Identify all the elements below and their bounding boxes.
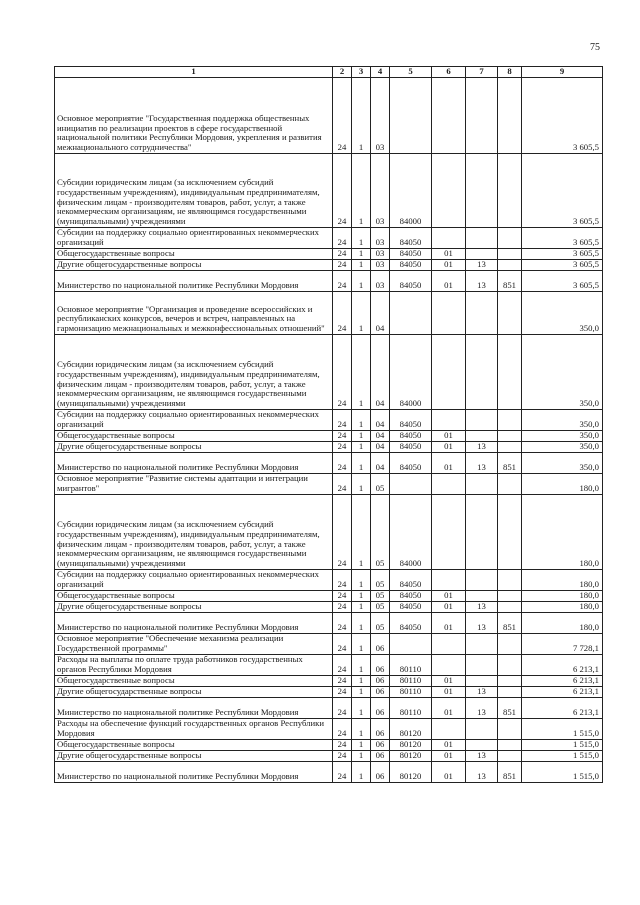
cell-col-4-code: 05 <box>371 612 390 633</box>
cell-col-8-code <box>498 153 522 227</box>
cell-item-name: Министерство по национальной политике Республики Мордовия <box>55 612 333 633</box>
cell-col-2-code: 24 <box>333 612 352 633</box>
cell-col-5-code <box>390 473 432 494</box>
cell-item-name: Другие общегосударственные вопросы <box>55 750 333 761</box>
cell-col-4-code: 03 <box>371 270 390 291</box>
table-row <box>55 248 603 259</box>
cell-col-4-code: 04 <box>371 441 390 452</box>
table-row <box>55 761 603 782</box>
cell-item-name: Министерство по национальной политике Республики Мордовия <box>55 697 333 718</box>
cell-amount: 3 605,5 <box>522 259 603 270</box>
cell-col-3-code: 1 <box>352 697 371 718</box>
cell-col-2-code: 24 <box>333 686 352 697</box>
cell-item-name: Другие общегосударственные вопросы <box>55 259 333 270</box>
cell-amount: 180,0 <box>522 473 603 494</box>
cell-col-2-code: 24 <box>333 452 352 473</box>
cell-col-7-code <box>466 569 498 590</box>
cell-item-name: Другие общегосударственные вопросы <box>55 686 333 697</box>
cell-col-2-code: 24 <box>333 259 352 270</box>
cell-col-2-code: 24 <box>333 227 352 248</box>
cell-amount: 1 515,0 <box>522 739 603 750</box>
cell-col-2-code: 24 <box>333 675 352 686</box>
table-row <box>55 633 603 654</box>
table-row <box>55 430 603 441</box>
cell-amount: 3 605,5 <box>522 248 603 259</box>
cell-col-8-code <box>498 334 522 409</box>
cell-col-5-code: 84050 <box>390 452 432 473</box>
cell-amount: 3 605,5 <box>522 270 603 291</box>
cell-col-6-code: 01 <box>432 441 466 452</box>
cell-col-7-code: 13 <box>466 270 498 291</box>
cell-col-5-code: 84050 <box>390 590 432 601</box>
cell-item-name: Субсидии юридическим лицам (за исключением субсидий государственным учреждениям), индивидуальным предпринимателям, физическим лицам - производителям товаров, работ, услуг, а также некоммерческим организациям, не являющимся государственными (муниципальными) учреждениями <box>55 153 333 227</box>
cell-col-3-code: 1 <box>352 633 371 654</box>
cell-col-2-code: 24 <box>333 569 352 590</box>
cell-col-5-code: 80120 <box>390 761 432 782</box>
column-header-1: 1 <box>55 67 333 78</box>
cell-col-7-code <box>466 409 498 430</box>
cell-col-7-code <box>466 430 498 441</box>
cell-col-7-code <box>466 590 498 601</box>
cell-col-4-code: 04 <box>371 291 390 334</box>
cell-col-3-code: 1 <box>352 227 371 248</box>
cell-col-7-code <box>466 227 498 248</box>
cell-item-name: Основное мероприятие "Государственная поддержка общественных инициатив по реализации проектов в сфере государственной национальной политики Республики Мордовия, укрепления и развития межнационального сотрудничества" <box>55 77 333 153</box>
cell-col-6-code <box>432 654 466 675</box>
column-header-9: 9 <box>522 67 603 78</box>
cell-amount: 350,0 <box>522 334 603 409</box>
cell-item-name: Основное мероприятие "Организация и проведение всероссийских и республиканских конкурсов, вечеров и встреч, направленных на гармонизацию межнациональных и межконфессиональных отношений" <box>55 291 333 334</box>
cell-col-2-code: 24 <box>333 430 352 441</box>
cell-col-8-code <box>498 675 522 686</box>
column-header-6: 6 <box>432 67 466 78</box>
cell-col-7-code <box>466 77 498 153</box>
cell-col-2-code: 24 <box>333 601 352 612</box>
cell-col-8-code <box>498 473 522 494</box>
cell-col-7-code: 13 <box>466 441 498 452</box>
cell-col-3-code: 1 <box>352 590 371 601</box>
cell-col-4-code: 06 <box>371 654 390 675</box>
cell-col-7-code <box>466 291 498 334</box>
table-row <box>55 697 603 718</box>
table-row <box>55 654 603 675</box>
cell-col-6-code <box>432 77 466 153</box>
cell-item-name: Общегосударственные вопросы <box>55 739 333 750</box>
column-header-3: 3 <box>352 67 371 78</box>
cell-col-8-code <box>498 601 522 612</box>
cell-amount: 350,0 <box>522 291 603 334</box>
cell-col-5-code: 84050 <box>390 227 432 248</box>
cell-col-2-code: 24 <box>333 718 352 739</box>
cell-col-5-code: 80120 <box>390 750 432 761</box>
table-row <box>55 270 603 291</box>
column-header-4: 4 <box>371 67 390 78</box>
cell-col-6-code <box>432 227 466 248</box>
cell-col-8-code <box>498 590 522 601</box>
cell-item-name: Другие общегосударственные вопросы <box>55 441 333 452</box>
cell-amount: 350,0 <box>522 452 603 473</box>
cell-col-6-code: 01 <box>432 430 466 441</box>
cell-col-8-code <box>498 291 522 334</box>
cell-col-2-code: 24 <box>333 77 352 153</box>
cell-item-name: Расходы на выплаты по оплате труда работников государственных органов Республики Мордовия <box>55 654 333 675</box>
cell-col-3-code: 1 <box>352 739 371 750</box>
cell-col-4-code: 03 <box>371 153 390 227</box>
cell-item-name: Субсидии на поддержку социально ориентированных некоммерческих организаций <box>55 227 333 248</box>
table-row <box>55 686 603 697</box>
cell-col-3-code: 1 <box>352 248 371 259</box>
cell-col-5-code: 80110 <box>390 654 432 675</box>
table-row <box>55 409 603 430</box>
cell-col-4-code: 03 <box>371 259 390 270</box>
cell-item-name: Основное мероприятие "Развитие системы адаптации и интеграции мигрантов" <box>55 473 333 494</box>
cell-col-4-code: 04 <box>371 334 390 409</box>
header-row <box>55 67 603 78</box>
cell-col-6-code <box>432 494 466 569</box>
cell-col-8-code <box>498 633 522 654</box>
cell-amount: 1 515,0 <box>522 761 603 782</box>
cell-col-2-code: 24 <box>333 409 352 430</box>
budget-table <box>54 66 603 783</box>
cell-col-3-code: 1 <box>352 77 371 153</box>
cell-col-6-code: 01 <box>432 675 466 686</box>
cell-col-7-code <box>466 718 498 739</box>
cell-col-7-code <box>466 153 498 227</box>
cell-col-6-code: 01 <box>432 697 466 718</box>
cell-col-8-code <box>498 718 522 739</box>
cell-amount: 350,0 <box>522 441 603 452</box>
cell-col-6-code <box>432 569 466 590</box>
column-header-7: 7 <box>466 67 498 78</box>
cell-amount: 3 605,5 <box>522 227 603 248</box>
cell-col-4-code: 05 <box>371 569 390 590</box>
cell-col-8-code <box>498 569 522 590</box>
cell-col-8-code: 851 <box>498 697 522 718</box>
cell-amount: 180,0 <box>522 612 603 633</box>
cell-col-4-code: 06 <box>371 739 390 750</box>
cell-col-4-code: 06 <box>371 697 390 718</box>
cell-col-7-code <box>466 675 498 686</box>
cell-amount: 6 213,1 <box>522 686 603 697</box>
cell-col-4-code: 05 <box>371 590 390 601</box>
table-row <box>55 153 603 227</box>
cell-col-5-code: 84000 <box>390 334 432 409</box>
cell-col-2-code: 24 <box>333 248 352 259</box>
cell-item-name: Субсидии юридическим лицам (за исключением субсидий государственным учреждениям), индивидуальным предпринимателям, физическим лицам - производителям товаров, работ, услуг, а также некоммерческим организациям, не являющимся государственными (муниципальными) учреждениями <box>55 334 333 409</box>
table-row <box>55 739 603 750</box>
cell-col-6-code: 01 <box>432 750 466 761</box>
cell-col-7-code <box>466 654 498 675</box>
cell-col-3-code: 1 <box>352 153 371 227</box>
column-header-8: 8 <box>498 67 522 78</box>
cell-col-7-code: 13 <box>466 697 498 718</box>
cell-item-name: Общегосударственные вопросы <box>55 590 333 601</box>
cell-col-3-code: 1 <box>352 452 371 473</box>
cell-item-name: Субсидии юридическим лицам (за исключением субсидий государственным учреждениям), индивидуальным предпринимателям, физическим лицам - производителям товаров, работ, услуг, а также некоммерческим организациям, не являющимся государственными (муниципальными) учреждениями <box>55 494 333 569</box>
cell-col-3-code: 1 <box>352 430 371 441</box>
table-row <box>55 718 603 739</box>
cell-col-3-code: 1 <box>352 686 371 697</box>
column-header-2: 2 <box>333 67 352 78</box>
cell-col-3-code: 1 <box>352 675 371 686</box>
cell-col-5-code: 84050 <box>390 270 432 291</box>
cell-col-2-code: 24 <box>333 473 352 494</box>
cell-col-4-code: 06 <box>371 750 390 761</box>
cell-col-5-code: 84050 <box>390 409 432 430</box>
cell-col-5-code <box>390 633 432 654</box>
cell-col-6-code: 01 <box>432 761 466 782</box>
cell-amount: 6 213,1 <box>522 697 603 718</box>
cell-col-3-code: 1 <box>352 270 371 291</box>
cell-col-3-code: 1 <box>352 612 371 633</box>
table-row <box>55 750 603 761</box>
cell-col-2-code: 24 <box>333 153 352 227</box>
cell-col-2-code: 24 <box>333 654 352 675</box>
cell-col-3-code: 1 <box>352 718 371 739</box>
cell-col-5-code: 84050 <box>390 248 432 259</box>
table-row <box>55 77 603 153</box>
table-body <box>55 77 603 782</box>
table-row <box>55 590 603 601</box>
cell-col-4-code: 05 <box>371 473 390 494</box>
cell-item-name: Субсидии на поддержку социально ориентированных некоммерческих организаций <box>55 409 333 430</box>
cell-col-3-code: 1 <box>352 750 371 761</box>
cell-col-3-code: 1 <box>352 441 371 452</box>
table-row <box>55 259 603 270</box>
cell-col-4-code: 06 <box>371 686 390 697</box>
cell-amount: 180,0 <box>522 590 603 601</box>
cell-col-8-code: 851 <box>498 270 522 291</box>
cell-col-5-code: 84000 <box>390 153 432 227</box>
table-row <box>55 612 603 633</box>
cell-col-7-code: 13 <box>466 612 498 633</box>
cell-col-8-code <box>498 77 522 153</box>
cell-col-4-code: 05 <box>371 494 390 569</box>
cell-col-5-code: 84050 <box>390 259 432 270</box>
cell-col-6-code: 01 <box>432 686 466 697</box>
cell-col-4-code: 04 <box>371 430 390 441</box>
cell-amount: 3 605,5 <box>522 77 603 153</box>
cell-col-7-code <box>466 473 498 494</box>
cell-col-3-code: 1 <box>352 259 371 270</box>
cell-col-7-code: 13 <box>466 452 498 473</box>
cell-item-name: Министерство по национальной политике Республики Мордовия <box>55 270 333 291</box>
cell-col-7-code <box>466 494 498 569</box>
cell-col-5-code: 80110 <box>390 697 432 718</box>
cell-col-6-code <box>432 153 466 227</box>
cell-amount: 3 605,5 <box>522 153 603 227</box>
cell-col-3-code: 1 <box>352 654 371 675</box>
cell-amount: 7 728,1 <box>522 633 603 654</box>
cell-amount: 350,0 <box>522 409 603 430</box>
cell-amount: 180,0 <box>522 601 603 612</box>
cell-col-7-code <box>466 334 498 409</box>
cell-col-7-code <box>466 248 498 259</box>
cell-col-6-code <box>432 409 466 430</box>
cell-col-6-code: 01 <box>432 270 466 291</box>
cell-col-8-code <box>498 494 522 569</box>
cell-col-5-code: 84050 <box>390 430 432 441</box>
cell-col-3-code: 1 <box>352 409 371 430</box>
cell-col-4-code: 06 <box>371 761 390 782</box>
cell-col-4-code: 03 <box>371 248 390 259</box>
column-header-5: 5 <box>390 67 432 78</box>
cell-col-8-code <box>498 686 522 697</box>
table-row <box>55 334 603 409</box>
cell-col-6-code: 01 <box>432 590 466 601</box>
cell-col-3-code: 1 <box>352 494 371 569</box>
cell-item-name: Общегосударственные вопросы <box>55 675 333 686</box>
cell-col-4-code: 06 <box>371 633 390 654</box>
cell-col-2-code: 24 <box>333 590 352 601</box>
cell-col-4-code: 03 <box>371 77 390 153</box>
cell-col-2-code: 24 <box>333 334 352 409</box>
cell-item-name: Основное мероприятие "Обеспечение механизма реализации Государственной программы" <box>55 633 333 654</box>
cell-col-7-code <box>466 739 498 750</box>
cell-col-6-code: 01 <box>432 248 466 259</box>
cell-col-7-code: 13 <box>466 750 498 761</box>
cell-col-8-code <box>498 409 522 430</box>
cell-col-8-code <box>498 248 522 259</box>
cell-col-5-code: 80110 <box>390 686 432 697</box>
table-row <box>55 291 603 334</box>
cell-col-4-code: 05 <box>371 601 390 612</box>
cell-col-2-code: 24 <box>333 270 352 291</box>
cell-amount: 180,0 <box>522 569 603 590</box>
table-row <box>55 227 603 248</box>
cell-col-6-code <box>432 334 466 409</box>
cell-col-5-code: 80120 <box>390 739 432 750</box>
cell-item-name: Общегосударственные вопросы <box>55 248 333 259</box>
cell-col-3-code: 1 <box>352 334 371 409</box>
table-header <box>55 67 603 78</box>
cell-col-2-code: 24 <box>333 291 352 334</box>
cell-col-6-code: 01 <box>432 452 466 473</box>
table-row <box>55 452 603 473</box>
cell-col-7-code: 13 <box>466 259 498 270</box>
cell-col-2-code: 24 <box>333 761 352 782</box>
cell-col-3-code: 1 <box>352 291 371 334</box>
cell-col-8-code <box>498 654 522 675</box>
cell-item-name: Министерство по национальной политике Республики Мордовия <box>55 761 333 782</box>
cell-amount: 350,0 <box>522 430 603 441</box>
cell-col-4-code: 06 <box>371 718 390 739</box>
cell-col-8-code <box>498 750 522 761</box>
cell-col-6-code: 01 <box>432 612 466 633</box>
cell-col-6-code: 01 <box>432 739 466 750</box>
cell-col-2-code: 24 <box>333 494 352 569</box>
cell-col-2-code: 24 <box>333 697 352 718</box>
cell-amount: 1 515,0 <box>522 718 603 739</box>
cell-col-8-code <box>498 259 522 270</box>
cell-item-name: Субсидии на поддержку социально ориентированных некоммерческих организаций <box>55 569 333 590</box>
cell-item-name: Расходы на обеспечение функций государственных органов Республики Мордовия <box>55 718 333 739</box>
cell-col-8-code: 851 <box>498 612 522 633</box>
cell-col-5-code <box>390 77 432 153</box>
cell-col-3-code: 1 <box>352 569 371 590</box>
cell-col-6-code <box>432 718 466 739</box>
cell-col-7-code <box>466 633 498 654</box>
cell-col-5-code: 80120 <box>390 718 432 739</box>
cell-col-3-code: 1 <box>352 761 371 782</box>
cell-col-8-code: 851 <box>498 452 522 473</box>
cell-col-6-code <box>432 291 466 334</box>
cell-col-8-code <box>498 441 522 452</box>
cell-amount: 6 213,1 <box>522 654 603 675</box>
cell-col-4-code: 04 <box>371 452 390 473</box>
page-number: 75 <box>590 42 600 53</box>
cell-col-6-code <box>432 473 466 494</box>
cell-col-5-code: 80110 <box>390 675 432 686</box>
cell-amount: 1 515,0 <box>522 750 603 761</box>
cell-col-8-code <box>498 739 522 750</box>
cell-col-2-code: 24 <box>333 739 352 750</box>
cell-col-7-code: 13 <box>466 761 498 782</box>
cell-item-name: Министерство по национальной политике Республики Мордовия <box>55 452 333 473</box>
cell-amount: 180,0 <box>522 494 603 569</box>
cell-col-3-code: 1 <box>352 601 371 612</box>
cell-col-4-code: 06 <box>371 675 390 686</box>
cell-item-name: Другие общегосударственные вопросы <box>55 601 333 612</box>
table-row <box>55 675 603 686</box>
cell-col-8-code: 851 <box>498 761 522 782</box>
table-row <box>55 601 603 612</box>
table-row <box>55 494 603 569</box>
cell-col-6-code: 01 <box>432 259 466 270</box>
cell-col-5-code <box>390 291 432 334</box>
table-row <box>55 441 603 452</box>
cell-col-6-code: 01 <box>432 601 466 612</box>
cell-col-5-code: 84050 <box>390 601 432 612</box>
cell-col-4-code: 04 <box>371 409 390 430</box>
cell-col-7-code: 13 <box>466 601 498 612</box>
cell-col-2-code: 24 <box>333 750 352 761</box>
cell-col-5-code: 84050 <box>390 569 432 590</box>
cell-col-8-code <box>498 227 522 248</box>
cell-col-4-code: 03 <box>371 227 390 248</box>
cell-col-7-code: 13 <box>466 686 498 697</box>
cell-col-5-code: 84050 <box>390 612 432 633</box>
cell-col-8-code <box>498 430 522 441</box>
cell-col-6-code <box>432 633 466 654</box>
cell-amount: 6 213,1 <box>522 675 603 686</box>
table-row <box>55 473 603 494</box>
cell-col-2-code: 24 <box>333 633 352 654</box>
cell-col-5-code: 84000 <box>390 494 432 569</box>
cell-col-5-code: 84050 <box>390 441 432 452</box>
cell-item-name: Общегосударственные вопросы <box>55 430 333 441</box>
cell-col-3-code: 1 <box>352 473 371 494</box>
cell-col-2-code: 24 <box>333 441 352 452</box>
table-row <box>55 569 603 590</box>
